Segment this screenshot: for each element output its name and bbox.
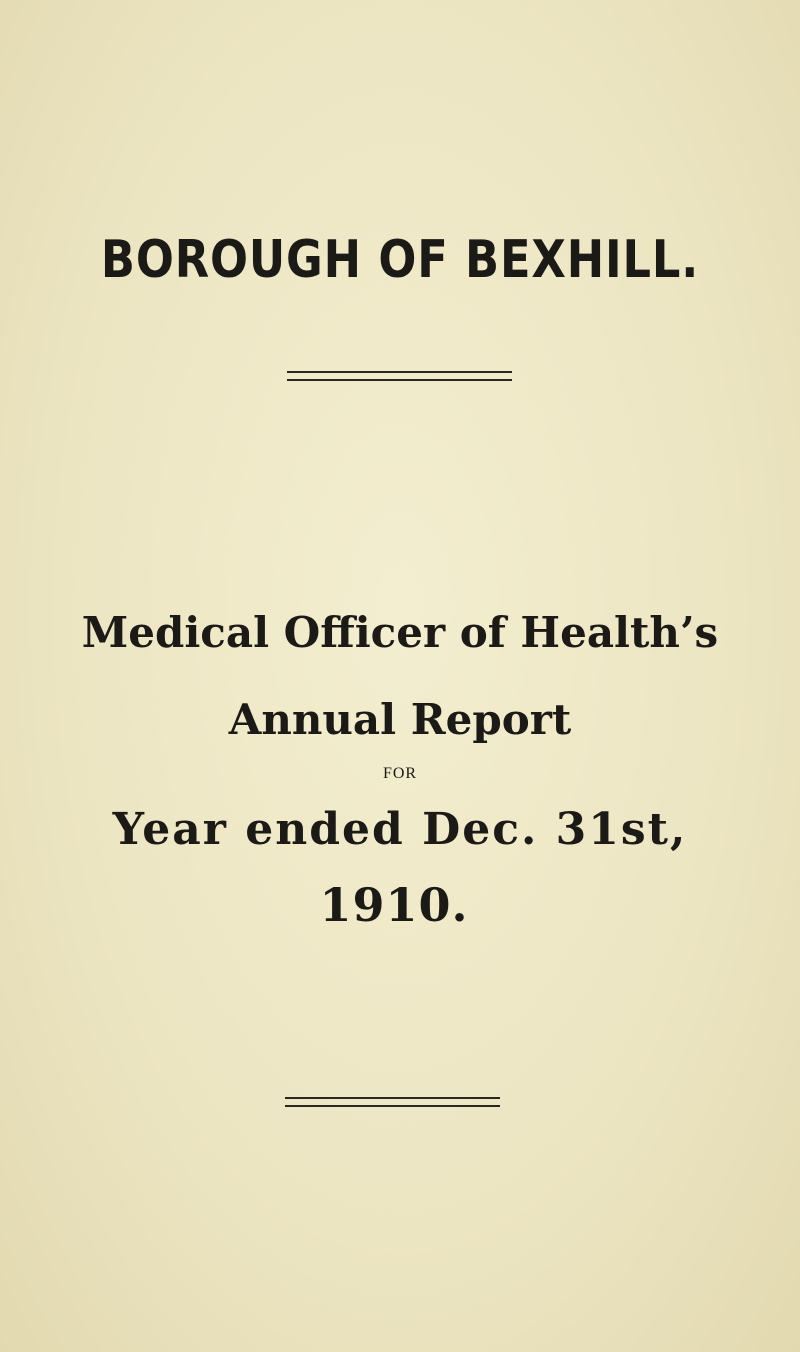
double-rule-divider-bottom [285,1097,500,1107]
double-rule-divider-top [287,371,512,381]
borough-heading: BOROUGH OF BEXHILL. [100,230,700,290]
report-title-line-1: Medical Officer of Health’s [81,608,719,657]
report-period: Year ended Dec. 31st, [112,804,688,855]
report-year: 1910. [319,878,469,932]
report-title-line-2: Annual Report [228,695,572,744]
connector-text: FOR [382,765,418,782]
